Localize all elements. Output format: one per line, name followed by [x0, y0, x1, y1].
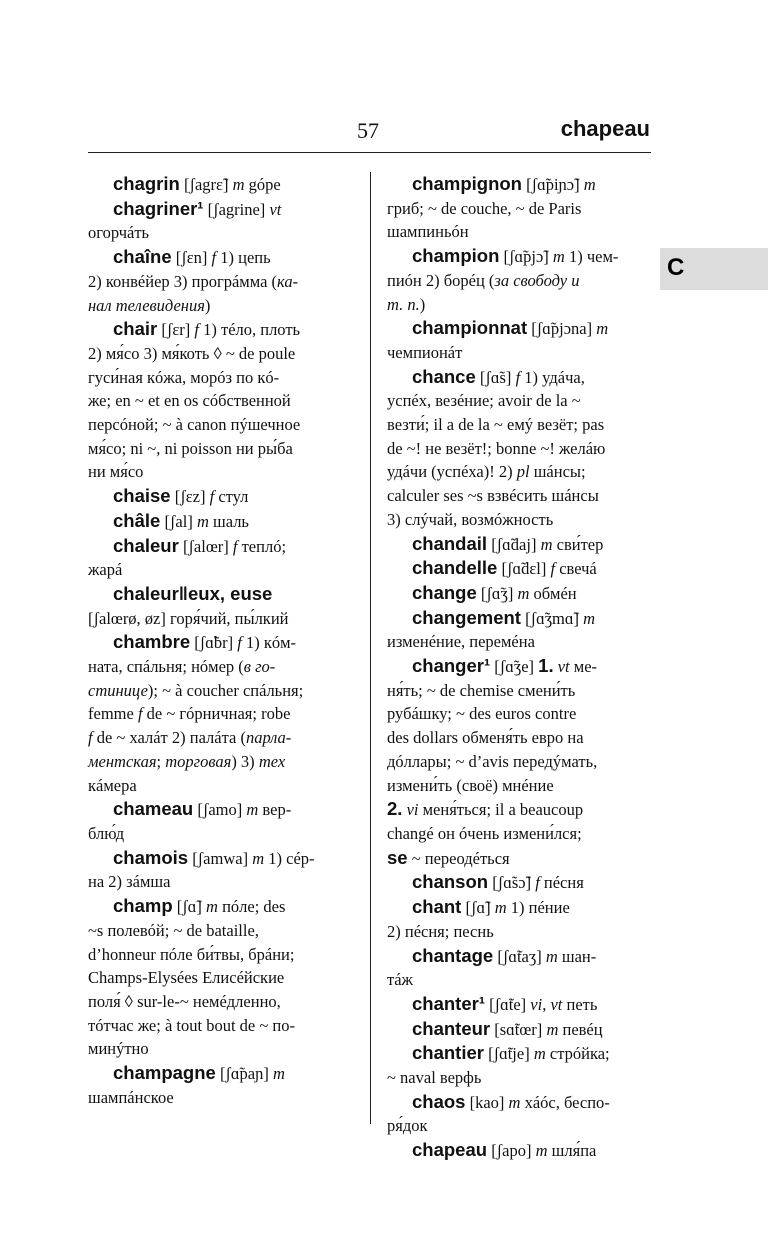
- headword: chaleur: [113, 534, 179, 556]
- continuation-line: [387, 630, 651, 654]
- continuation-line: [387, 508, 651, 532]
- running-head: chapeau: [560, 116, 650, 141]
- continuation-line: [387, 389, 651, 413]
- continuation-line: [88, 679, 353, 703]
- entry-text: минýтно: [88, 1039, 149, 1059]
- continuation-line: [387, 920, 651, 944]
- entry-text: шампиньóн: [387, 222, 469, 242]
- continuation-line: [88, 342, 353, 366]
- headword: champion: [412, 245, 500, 267]
- entry-text: [ʃalœr] f теплó;: [178, 536, 287, 556]
- entry-text: changé он óчень измени́лся;: [387, 823, 582, 843]
- entry-text: пиóн 2) борéц (за свободу и: [387, 270, 580, 290]
- headword: chambre: [113, 631, 191, 653]
- entry-line: [387, 244, 651, 269]
- entry-text: ментская; торговая) 3) тех: [88, 751, 286, 771]
- entry-text: [ʃɑ̃ʒmɑ̃] m: [520, 608, 596, 628]
- entry-text: femme f de ~ гóрничная; robe: [88, 704, 291, 724]
- column-divider: [370, 172, 371, 1124]
- entry-text: 2) пéсня; песнь: [387, 921, 494, 941]
- entry-text: [ʃɑ̃sɔ̃] f пéсня: [488, 873, 584, 893]
- continuation-line: [387, 293, 651, 317]
- entry-line: [88, 894, 353, 919]
- headword: chantier: [412, 1042, 484, 1064]
- continuation-line: [387, 726, 651, 750]
- headword: chandail: [412, 532, 488, 554]
- entry-text: [ʃɑ̃dɛl] f свечá: [497, 559, 597, 579]
- headword: chagriner¹: [113, 197, 204, 219]
- entry-text: на 2) зáмша: [88, 872, 171, 892]
- headword: chapeau: [412, 1139, 488, 1161]
- entry-text: [ʃɑ̃br] f 1) кóм-: [190, 633, 297, 653]
- headword: changer¹: [412, 655, 491, 677]
- entry-text: [ʃɑ̃taʒ] m шан-: [493, 946, 597, 966]
- continuation-line: [88, 437, 353, 461]
- continuation-line: [387, 822, 651, 846]
- entry-text: нал телевидения): [88, 295, 211, 315]
- entry-text: изменéние, перемéна: [387, 632, 535, 652]
- entry-text: de ~! не везёт!; bonne ~! желáю: [387, 438, 606, 458]
- entry-text: [ʃɑ̃pjɔna] m: [527, 319, 609, 339]
- entry-text: [ʃɛz] f стул: [170, 487, 249, 507]
- entry-line: [88, 172, 353, 197]
- entry-text: чемпионáт: [387, 342, 463, 362]
- continuation-line: [387, 341, 651, 365]
- continuation-line: [387, 484, 651, 508]
- entry-line: [88, 1061, 353, 1086]
- entry-line: [387, 172, 651, 197]
- continuation-line: [88, 870, 353, 894]
- entry-text: измени́ть (своё) мнéние: [387, 775, 554, 795]
- entry-line: [387, 992, 651, 1017]
- entry-text: 2) мя́со 3) мя́коть ◊ ~ de poule: [88, 343, 296, 363]
- entry-text: тóтчас же; à tout bout de ~ по-: [88, 1015, 295, 1035]
- entry-text: [ʃagrine] vt: [203, 199, 282, 219]
- entry-line: [88, 534, 353, 559]
- entry-text: гуси́ная кóжа, морóз по кó-: [88, 367, 280, 387]
- entry-text: [ʃɑ̃] m 1) пéние: [461, 898, 570, 918]
- continuation-line: [88, 1037, 353, 1061]
- entry-text: [ʃɑ̃te] vi, vt петь: [485, 994, 598, 1014]
- headword: chant: [412, 896, 462, 918]
- headword: chameau: [113, 798, 194, 820]
- entry-text: [ʃɑ̃ʒe] 1. vt ме-: [490, 655, 598, 677]
- entry-text: дóллары; ~ d’avis передýмать,: [387, 751, 598, 771]
- entry-text: [ʃɑ̃paɲ] m: [215, 1064, 285, 1084]
- continuation-line: [88, 774, 353, 798]
- continuation-line: [88, 366, 353, 390]
- entry-text: ната, спáльня; нóмер (в го-: [88, 657, 276, 677]
- entry-line: [387, 944, 651, 969]
- entry-text: [ʃɑ̃] m пóле; des: [172, 897, 286, 917]
- continuation-line: [88, 655, 353, 679]
- entry-text: f de ~ халáт 2) палáта (парла-: [88, 728, 292, 748]
- entry-text: тáж: [387, 970, 413, 990]
- continuation-line: [387, 1066, 651, 1090]
- entry-text: [ʃɛr] f 1) тéло, плоть: [157, 320, 301, 340]
- entry-text: se ~ переодéться: [387, 846, 510, 868]
- entry-text: [ʃɛn] f 1) цепь: [171, 248, 271, 268]
- entry-text: успéх, везéние; avoir de la ~: [387, 391, 581, 411]
- entry-text: [sɑ̃tœr] m певéц: [490, 1019, 603, 1039]
- entry-text: блю́д: [88, 823, 125, 843]
- continuation-line: [88, 1014, 353, 1038]
- entry-line: [387, 365, 651, 390]
- entry-line: [88, 797, 353, 822]
- continuation-line: [88, 221, 353, 245]
- thumb-index-tab: [660, 248, 768, 290]
- continuation-line: [88, 1086, 353, 1110]
- continuation-line: [387, 460, 651, 484]
- headword: chanteur: [412, 1017, 491, 1039]
- header-rule: [88, 152, 651, 153]
- entry-line: [387, 532, 651, 557]
- entry-text: стинице); ~ à coucher спáльня;: [88, 680, 304, 700]
- entry-text: [ʃɑ̃piɲɔ̃] m: [521, 175, 596, 194]
- headword: changement: [412, 606, 521, 628]
- entry-text: ~s полевóй; ~ de bataille,: [88, 920, 259, 940]
- headword: chanter¹: [412, 992, 485, 1014]
- entry-text: гриб; ~ de couche, ~ de Paris: [387, 198, 582, 218]
- continuation-line: [88, 460, 353, 484]
- continuation-line: [387, 1114, 651, 1138]
- continuation-line: [387, 774, 651, 798]
- entry-text: des dollars обменя́ть евро на: [387, 728, 584, 748]
- headword: chantage: [412, 944, 494, 966]
- headword: chandelle: [412, 557, 498, 579]
- entry-text: [ʃamwa] m 1) сéр-: [188, 848, 315, 868]
- thumb-index-letter: C: [667, 254, 685, 281]
- entry-text: жарá: [88, 560, 123, 580]
- headword: chamois: [113, 846, 189, 868]
- entry-text: кáмера: [88, 775, 137, 795]
- headword: champ: [113, 895, 173, 917]
- entry-line: [387, 316, 651, 341]
- entry-text: же; en ~ et en os сóбственной: [88, 391, 291, 411]
- continuation-line: [88, 607, 353, 631]
- headword: chagrin: [113, 173, 180, 194]
- entry-line: [387, 870, 651, 895]
- headword: championnat: [412, 317, 528, 339]
- entry-text: [kao] m хáóс, беспо-: [465, 1092, 610, 1112]
- continuation-line: [387, 437, 651, 461]
- entry-text: ря́док: [387, 1116, 428, 1136]
- entry-text: удáчи (успéха)! 2) pl шáнсы;: [387, 462, 586, 482]
- entry-text: 2. vi меня́ться; il a beaucoup: [387, 798, 584, 820]
- entry-text: мя́со; ni ~, ni poisson ни ры́ба: [88, 438, 293, 458]
- continuation-line: [88, 919, 353, 943]
- entry-line: [88, 317, 353, 342]
- right-column: [387, 172, 651, 1163]
- entry-line: [387, 1017, 651, 1042]
- entry-text: огорчáть: [88, 223, 150, 243]
- headword: chair: [113, 318, 158, 340]
- headword: chaos: [412, 1090, 466, 1112]
- entry-text: calculer ses ~s взвéсить шáнсы: [387, 486, 599, 506]
- left-column: [88, 172, 353, 1109]
- entry-line: [387, 581, 651, 606]
- entry-text: ня́ть; ~ de chemise смени́ть: [387, 680, 576, 700]
- entry-text: рубáшку; ~ des euros contre: [387, 704, 577, 724]
- headword: champagne: [113, 1062, 216, 1084]
- continuation-line: [387, 846, 651, 871]
- entry-text: [ʃapo] m шля́па: [487, 1141, 597, 1161]
- entry-text: ни мя́со: [88, 462, 144, 482]
- entry-line: [88, 245, 353, 270]
- continuation-line: [387, 797, 651, 822]
- entry-text: [ʃɑ̃pjɔ̃] m 1) чем-: [499, 247, 619, 267]
- entry-text: 2) конвéйер 3) прогрáмма (ка-: [88, 271, 299, 291]
- continuation-line: [88, 413, 353, 437]
- entry-text: [ʃalœrø, øz] горя́чий, пы́лкий: [88, 608, 289, 628]
- entry-text: везти́; il a de la ~ емý везёт; pas: [387, 415, 605, 435]
- entry-text: d’honneur пóле би́твы, брáни;: [88, 944, 295, 964]
- entry-line: [88, 630, 353, 655]
- continuation-line: [88, 966, 353, 990]
- entry-text: [ʃɑ̃daj] m сви́тер: [487, 534, 604, 554]
- entry-text: ~ naval верфь: [387, 1068, 482, 1088]
- entry-text: поля́ ◊ sur-le-~ немéдленно,: [88, 991, 281, 1011]
- entry-text: [ʃal] m шаль: [160, 511, 249, 531]
- continuation-line: [88, 990, 353, 1014]
- entry-text: шампáнское: [88, 1087, 174, 1107]
- continuation-line: [88, 822, 353, 846]
- headword: champignon: [412, 173, 522, 194]
- continuation-line: [88, 389, 353, 413]
- entry-text: Champs-Elysées Елисéйские: [88, 968, 285, 988]
- continuation-line: [88, 294, 353, 318]
- entry-text: 3) слýчай, возмóжность: [387, 509, 554, 529]
- continuation-line: [387, 197, 651, 221]
- continuation-line: [387, 679, 651, 703]
- entry-text: [ʃɑ̃s] f 1) удáча,: [475, 367, 585, 387]
- entry-line: [387, 1090, 651, 1115]
- entry-line: [387, 556, 651, 581]
- entry-line: [88, 197, 353, 222]
- continuation-line: [387, 220, 651, 244]
- entry-line: [88, 582, 353, 607]
- entry-text: [ʃagrɛ̃] m góре: [179, 175, 281, 194]
- headword: chaîne: [113, 246, 172, 268]
- headword: chance: [412, 365, 476, 387]
- entry-text: [ʃamo] m вер-: [193, 800, 292, 820]
- entry-text: [ʃɑ̃ʒ] m обмéн: [476, 583, 577, 603]
- continuation-line: [88, 726, 353, 750]
- headword: chanson: [412, 871, 489, 893]
- continuation-line: [88, 270, 353, 294]
- entry-text: т. п.): [387, 294, 426, 314]
- continuation-line: [387, 702, 651, 726]
- continuation-line: [88, 702, 353, 726]
- continuation-line: [88, 558, 353, 582]
- continuation-line: [88, 943, 353, 967]
- entry-line: [387, 1138, 651, 1163]
- continuation-line: [88, 750, 353, 774]
- entry-line: [88, 846, 353, 871]
- page-number: 57: [357, 118, 379, 143]
- entry-line: [88, 484, 353, 509]
- continuation-line: [387, 269, 651, 293]
- continuation-line: [387, 968, 651, 992]
- entry-line: [387, 606, 651, 631]
- entry-text: персóной; ~ à canon пýшечное: [88, 415, 301, 435]
- headword: châle: [113, 509, 161, 531]
- headword: change: [412, 581, 477, 603]
- continuation-line: [387, 413, 651, 437]
- continuation-line: [387, 750, 651, 774]
- entry-line: [387, 895, 651, 920]
- entry-line: [387, 654, 651, 679]
- entry-line: [88, 509, 353, 534]
- headword: chaleur‖eux, euse: [113, 582, 273, 604]
- headword: chaise: [113, 485, 171, 507]
- entry-line: [387, 1041, 651, 1066]
- entry-text: [ʃɑ̃tje] m стрóйка;: [483, 1044, 610, 1064]
